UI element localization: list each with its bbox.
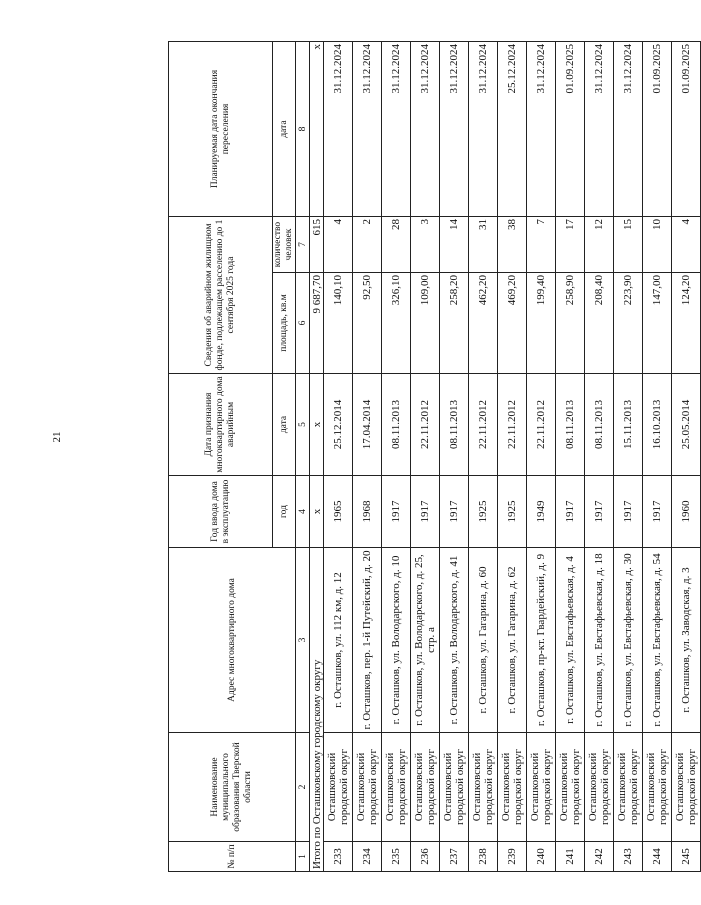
municipality-cell: Осташковский городской округ (643, 733, 672, 842)
row-number: 241 (556, 842, 585, 872)
people-count-cell: 28 (382, 217, 411, 273)
total-row (310, 42, 324, 872)
total-year: x (310, 476, 324, 548)
people-count-cell: 14 (440, 217, 469, 273)
people-count-cell: 4 (672, 217, 701, 273)
subheader-year: год (273, 476, 296, 548)
recognition-date-cell: 08.11.2013 (585, 374, 614, 476)
people-count-cell: 4 (324, 217, 353, 273)
planned-date-cell: 31.12.2024 (585, 42, 614, 217)
planned-date-cell: 25.12.2024 (498, 42, 527, 217)
recognition-date-cell: 22.11.2012 (469, 374, 498, 476)
recognition-date-cell: 08.11.2013 (382, 374, 411, 476)
planned-date-cell: 31.12.2024 (382, 42, 411, 217)
planned-date-cell: 31.12.2024 (469, 42, 498, 217)
recognition-date-cell: 15.11.2013 (614, 374, 643, 476)
recognition-date-cell: 22.11.2012 (411, 374, 440, 476)
address-cell: г. Осташков, пер. 1-й Путейский, д. 20 (353, 548, 382, 733)
row-number: 245 (672, 842, 701, 872)
table-row (411, 42, 440, 872)
year-cell: 1917 (556, 476, 585, 548)
column-number: 8 (296, 42, 310, 217)
column-number: 7 (296, 217, 310, 273)
total-date: x (310, 374, 324, 476)
rotated-table-wrapper (168, 42, 698, 872)
area-cell: 223,90 (614, 273, 643, 374)
column-number: 6 (296, 273, 310, 374)
row-number: 233 (324, 842, 353, 872)
table-row (614, 42, 643, 872)
table-row (527, 42, 556, 872)
year-cell: 1968 (353, 476, 382, 548)
address-cell: г. Осташков, ул. Володарского, д. 25, стр. а (411, 548, 440, 733)
year-cell: 1917 (643, 476, 672, 548)
municipality-cell: Осташковский городской округ (469, 733, 498, 842)
header-row (169, 42, 273, 872)
column-number: 2 (296, 733, 310, 842)
planned-date-cell: 31.12.2024 (324, 42, 353, 217)
table-row (556, 42, 585, 872)
address-cell: г. Осташков, ул. Гагарина, д. 60 (469, 548, 498, 733)
table-row (382, 42, 411, 872)
header-year: Год ввода дома в эксплуатацию (169, 476, 273, 548)
people-count-cell: 17 (556, 217, 585, 273)
address-cell: г. Осташков, ул. Евстафьевская, д. 4 (556, 548, 585, 733)
recognition-date-cell: 25.12.2014 (324, 374, 353, 476)
subheader-area: площадь, кв.м (273, 273, 296, 374)
year-cell: 1949 (527, 476, 556, 548)
municipality-cell: Осташковский городской округ (353, 733, 382, 842)
subheader-planned-date: дата (273, 42, 296, 217)
recognition-date-cell: 08.11.2013 (556, 374, 585, 476)
table-row (353, 42, 382, 872)
table-body (324, 42, 701, 872)
header-number: № п/п (169, 842, 296, 872)
people-count-cell: 10 (643, 217, 672, 273)
address-cell: г. Осташков, ул. Володарского, д. 10 (382, 548, 411, 733)
total-label: Итого по Осташковскому городскому округу (310, 548, 324, 872)
recognition-date-cell: 16.10.2013 (643, 374, 672, 476)
row-number: 243 (614, 842, 643, 872)
column-number: 3 (296, 548, 310, 733)
municipality-cell: Осташковский городской округ (411, 733, 440, 842)
municipality-cell: Осташковский городской округ (440, 733, 469, 842)
year-cell: 1917 (382, 476, 411, 548)
people-count-cell: 38 (498, 217, 527, 273)
municipality-cell: Осташковский городской округ (556, 733, 585, 842)
municipality-cell: Осташковский городской округ (498, 733, 527, 842)
municipality-cell: Осташковский городской округ (585, 733, 614, 842)
header-address: Адрес многоквартирного дома (169, 548, 296, 733)
area-cell: 140,10 (324, 273, 353, 374)
recognition-date-cell: 25.05.2014 (672, 374, 701, 476)
row-number: 234 (353, 842, 382, 872)
recognition-date-cell: 17.04.2014 (353, 374, 382, 476)
area-cell: 199,40 (527, 273, 556, 374)
planned-date-cell: 01.09.2025 (672, 42, 701, 217)
year-cell: 1917 (614, 476, 643, 548)
address-cell: г. Осташков, ул. Евстафьевская, д. 30 (614, 548, 643, 733)
address-cell: г. Осташков, ул. 112 км, д. 12 (324, 548, 353, 733)
area-cell: 109,00 (411, 273, 440, 374)
planned-date-cell: 31.12.2024 (353, 42, 382, 217)
area-cell: 326,10 (382, 273, 411, 374)
table-row (672, 42, 701, 872)
total-area: 9 687,70 (310, 273, 324, 374)
row-number: 235 (382, 842, 411, 872)
row-number: 240 (527, 842, 556, 872)
area-cell: 124,20 (672, 273, 701, 374)
header-municipality: Наименование муниципального образования Тверской области (169, 733, 296, 842)
recognition-date-cell: 22.11.2012 (527, 374, 556, 476)
people-count-cell: 12 (585, 217, 614, 273)
table-row (469, 42, 498, 872)
row-number: 244 (643, 842, 672, 872)
column-number: 5 (296, 374, 310, 476)
table-row (324, 42, 353, 872)
area-cell: 469,20 (498, 273, 527, 374)
people-count-cell: 31 (469, 217, 498, 273)
year-cell: 1917 (585, 476, 614, 548)
municipality-cell: Осташковский городской округ (527, 733, 556, 842)
header-planned-date: Планируемая дата окончания переселения (169, 42, 273, 217)
row-number: 238 (469, 842, 498, 872)
column-number: 4 (296, 476, 310, 548)
planned-date-cell: 31.12.2024 (411, 42, 440, 217)
table-row (585, 42, 614, 872)
row-number: 242 (585, 842, 614, 872)
table-row (643, 42, 672, 872)
planned-date-cell: 31.12.2024 (440, 42, 469, 217)
address-cell: г. Осташков, ул. Заводская, д. 3 (672, 548, 701, 733)
emergency-housing-table (168, 41, 701, 872)
people-count-cell: 7 (527, 217, 556, 273)
subheader-date: дата (273, 374, 296, 476)
area-cell: 258,20 (440, 273, 469, 374)
planned-date-cell: 01.09.2025 (643, 42, 672, 217)
municipality-cell: Осташковский городской округ (672, 733, 701, 842)
area-cell: 462,20 (469, 273, 498, 374)
row-number: 239 (498, 842, 527, 872)
row-number: 236 (411, 842, 440, 872)
total-people: 615 (310, 217, 324, 273)
page-number: 21 (51, 431, 63, 443)
area-cell: 92,50 (353, 273, 382, 374)
header-recognition-date: Дата признания многоквартирного дома аварийным (169, 374, 273, 476)
year-cell: 1917 (411, 476, 440, 548)
area-cell: 258,90 (556, 273, 585, 374)
municipality-cell: Осташковский городской округ (614, 733, 643, 842)
address-cell: г. Осташков, ул. Володарского, д. 41 (440, 548, 469, 733)
header-housing-info: Сведения об аварийном жилищном фонде, подлежащем расселению до 1 сентября 2025 года (169, 217, 273, 374)
planned-date-cell: 31.12.2024 (614, 42, 643, 217)
planned-date-cell: 01.09.2025 (556, 42, 585, 217)
address-cell: г. Осташков, пр-кт. Гвардейский, д. 9 (527, 548, 556, 733)
address-cell: г. Осташков, ул. Евстафьевская, д. 54 (643, 548, 672, 733)
year-cell: 1960 (672, 476, 701, 548)
column-numbers-row (296, 42, 310, 872)
people-count-cell: 2 (353, 217, 382, 273)
year-cell: 1925 (498, 476, 527, 548)
recognition-date-cell: 08.11.2013 (440, 374, 469, 476)
address-cell: г. Осташков, ул. Евстафьевская, д. 18 (585, 548, 614, 733)
year-cell: 1925 (469, 476, 498, 548)
people-count-cell: 3 (411, 217, 440, 273)
total-planned-date: x (310, 42, 324, 217)
municipality-cell: Осташковский городской округ (324, 733, 353, 842)
year-cell: 1965 (324, 476, 353, 548)
area-cell: 147,00 (643, 273, 672, 374)
table-row (440, 42, 469, 872)
address-cell: г. Осташков, ул. Гагарина, д. 62 (498, 548, 527, 733)
table-row (498, 42, 527, 872)
year-cell: 1917 (440, 476, 469, 548)
recognition-date-cell: 22.11.2012 (498, 374, 527, 476)
subheader-people: количество человек (273, 217, 296, 273)
area-cell: 208,40 (585, 273, 614, 374)
column-number: 1 (296, 842, 310, 872)
row-number: 237 (440, 842, 469, 872)
municipality-cell: Осташковский городской округ (382, 733, 411, 842)
planned-date-cell: 31.12.2024 (527, 42, 556, 217)
people-count-cell: 15 (614, 217, 643, 273)
